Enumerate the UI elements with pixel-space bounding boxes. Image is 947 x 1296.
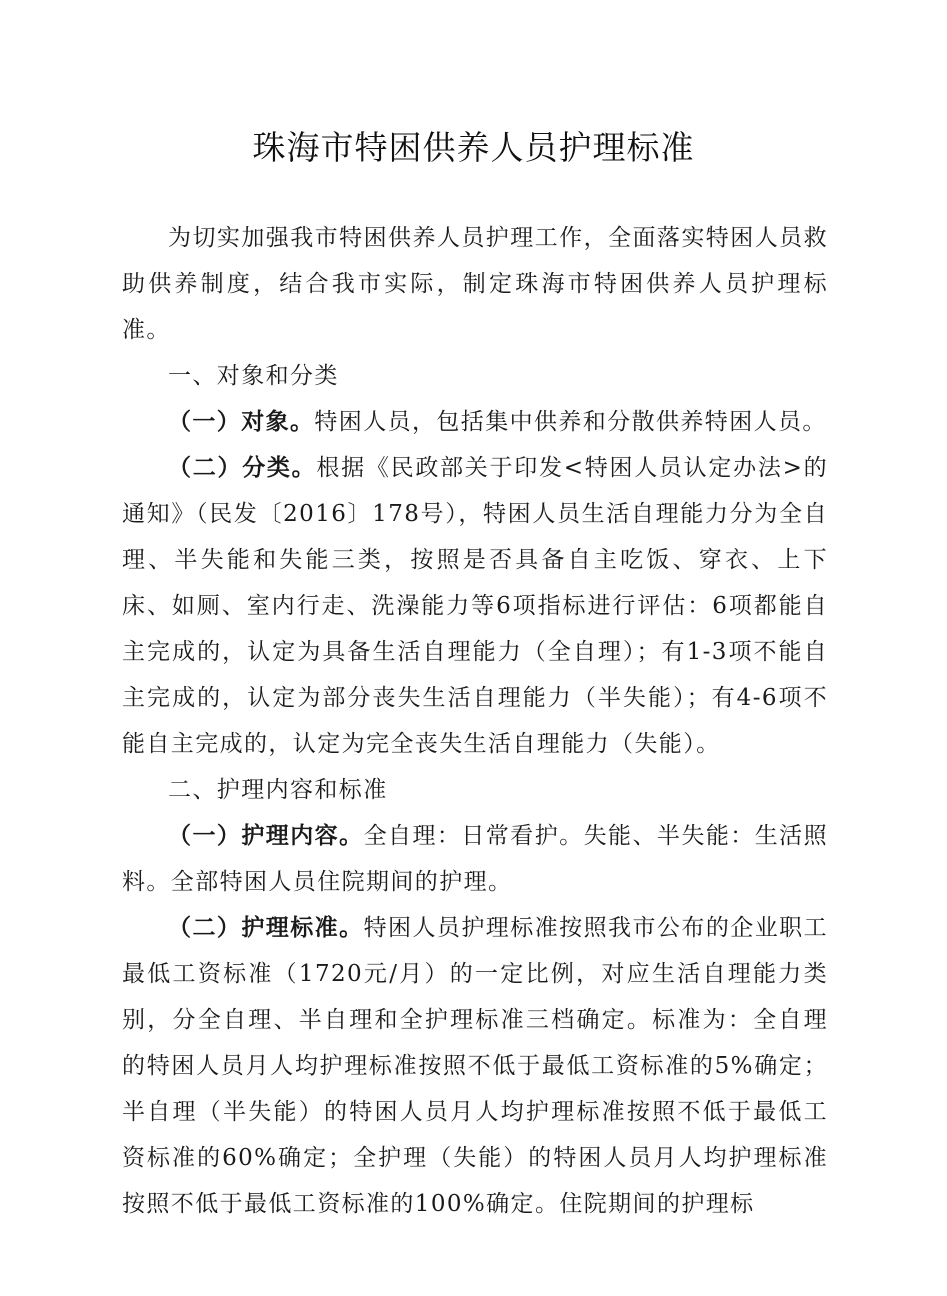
text-classification: 根据《民政部关于印发<特困人员认定办法>的通知》（民发〔2016〕178号），特困人员生活自理能力分为全自理、半失能和失能三类，按照是否具备自主吃饭、穿衣、上下床、如厕、室内行走、洗澡能力等6项指标进行评估：6项都能自主完成的，认定为具备生活自理能力（全自理）；有1-3项不能自主完成的，认定为部分丧失生活自理能力（半失能）；有4-6项不能自主完成的，认定为完全丧失生活自理能力（失能）。 [122, 455, 828, 757]
section-heading-2: 二、护理内容和标准 [168, 777, 388, 803]
intro-paragraph: 为切实加强我市特困供养人员护理工作，全面落实特困人员救助供养制度，结合我市实际，制定珠海市特困供养人员护理标准。 [122, 225, 828, 343]
document-title: 珠海市特困供养人员护理标准 [252, 128, 695, 167]
section-heading-1: 一、对象和分类 [168, 363, 339, 389]
lead-care-content: （一）护理内容。 [168, 822, 364, 849]
paragraph-care-content [122, 813, 828, 905]
paragraph-care-standard [122, 905, 828, 1227]
paragraph-classification [122, 445, 828, 767]
document-body [122, 215, 828, 1227]
paragraph-object [122, 399, 828, 445]
text-object: 特困人员，包括集中供养和分散供养特困人员。 [314, 409, 827, 435]
lead-classification: （二）分类。 [168, 454, 317, 481]
text-care-standard: 特困人员护理标准按照我市公布的企业职工最低工资标准（1720元/月）的一定比例，对应生活自理能力类别，分全自理、半自理和全护理标准三档确定。标准为：全自理的特困人员月人均护理标准按照不低于最低工资标准的5%确定；半自理（半失能）的特困人员月人均护理标准按照不低于最低工资标准的60%确定；全护理（失能）的特困人员月人均护理标准按照不低于最低工资标准的100%确定。住院期间的护理标 [122, 915, 829, 1217]
lead-care-standard: （二）护理标准。 [168, 914, 364, 941]
text-care-content: 全自理：日常看护。失能、半失能：生活照料。全部特困人员住院期间的护理。 [122, 823, 829, 895]
lead-object: （一）对象。 [168, 408, 315, 435]
